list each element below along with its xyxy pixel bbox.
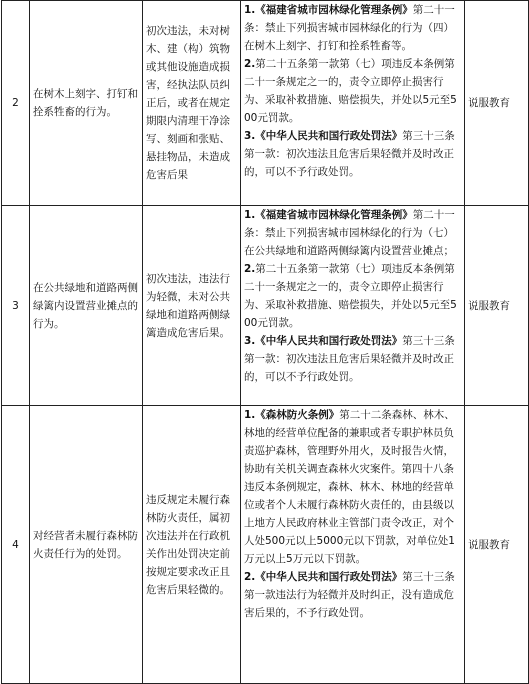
law-title: 《中华人民共和国行政处罚法》 bbox=[255, 571, 403, 583]
legal-basis bbox=[241, 406, 465, 684]
legal-basis-item bbox=[244, 206, 461, 260]
legal-basis-item bbox=[244, 260, 461, 332]
legal-basis-item bbox=[244, 568, 461, 622]
exemption-condition: 初次违法，未对树木、建（构）筑物或其他设施造成损害，经执法队员纠正后，或者在规定期限内清理干净涂写、刻画和张贴、悬挂物品，未造成危害后果 bbox=[143, 1, 241, 206]
enforcement-measure: 说服教育 bbox=[465, 1, 529, 206]
law-title: 《福建省城市园林绿化管理条例》 bbox=[255, 209, 413, 221]
legal-basis bbox=[241, 1, 465, 206]
table-row bbox=[2, 406, 529, 684]
violation-behavior: 对经营者未履行森林防火责任行为的处罚。 bbox=[30, 406, 143, 684]
exemption-condition: 违反规定未履行森林防火责任，属初次违法并在行政机关作出处罚决定前按规定要求改正且危害后果轻微的。 bbox=[143, 406, 241, 684]
table-row bbox=[2, 206, 529, 406]
exemption-condition: 初次违法，违法行为轻微，未对公共绿地和道路两侧绿篱造成危害后果。 bbox=[143, 206, 241, 406]
law-text: 第三十三条第一款：初次违法且危害后果轻微并及时改正的，可以不予行政处罚。 bbox=[244, 130, 455, 178]
law-text: 第二十五条第一款第（七）项违反本条例第二十一条规定之一的，责令立即停止损害行为、采取补救措施、赔偿损失，并处以5元至500元罚款。 bbox=[244, 58, 457, 124]
row-number: 3 bbox=[2, 206, 30, 406]
violation-behavior: 在树木上刻字、打钉和拴系牲畜的行为。 bbox=[30, 1, 143, 206]
item-number: 1. bbox=[244, 209, 256, 221]
item-number: 2. bbox=[244, 58, 256, 70]
law-text: 第二十五条第一款第（七）项违反本条例第二十一条规定之一的，责令立即停止损害行为、采取补救措施、赔偿损失，并处以5元至500元罚款。 bbox=[244, 263, 457, 329]
item-number: 1. bbox=[244, 409, 256, 421]
violation-behavior: 在公共绿地和道路两侧绿篱内设置营业摊点的行为。 bbox=[30, 206, 143, 406]
legal-basis-item bbox=[244, 332, 461, 386]
legal-basis bbox=[241, 206, 465, 406]
item-number: 2. bbox=[244, 571, 256, 583]
legal-basis-item bbox=[244, 127, 461, 181]
law-text: 第三十三条第一款违法行为轻微并及时纠正，没有造成危害后果的，不予行政处罚。 bbox=[244, 571, 455, 619]
item-number: 3. bbox=[244, 130, 256, 142]
item-number: 3. bbox=[244, 335, 256, 347]
enforcement-measure: 说服教育 bbox=[465, 206, 529, 406]
law-title: 《福建省城市园林绿化管理条例》 bbox=[255, 4, 413, 16]
legal-basis-item bbox=[244, 1, 461, 55]
law-text: 第二十一条：禁止下列损害城市园林绿化的行为（七）在公共绿地和道路两侧绿篱内设置营业摊点； bbox=[244, 209, 455, 257]
law-title: 《中华人民共和国行政处罚法》 bbox=[255, 335, 403, 347]
law-title: 《森林防火条例》 bbox=[255, 409, 340, 421]
law-text: 第二十二条森林、林木、林地的经营单位配备的兼职或者专职护林员负责巡护森林，管理野外用火，及时报告火情，协助有关机关调查森林火灾案件。第四十八条违反本条例规定，森林、林木、林地的经营单位或者个人未履行森林防火责任的，由县级以上地方人民政府林业主管部门责令改正，对个人处500元以上5000元以下罚款，对单位处1万元以上5万元以下罚款。 bbox=[244, 409, 455, 565]
row-number: 2 bbox=[2, 1, 30, 206]
row-number: 4 bbox=[2, 406, 30, 684]
law-title: 《中华人民共和国行政处罚法》 bbox=[255, 130, 403, 142]
law-text: 第二十一条：禁止下列损害城市园林绿化的行为（四）在树木上刻字、打钉和拴系牲畜等。 bbox=[244, 4, 455, 52]
law-text: 第三十三条第一款：初次违法且危害后果轻微并及时改正的，可以不予行政处罚。 bbox=[244, 335, 455, 383]
table-row bbox=[2, 1, 529, 206]
legal-basis-item bbox=[244, 55, 461, 127]
item-number: 2. bbox=[244, 263, 256, 275]
item-number: 1. bbox=[244, 4, 256, 16]
exemption-list-table bbox=[1, 0, 529, 684]
enforcement-measure: 说服教育 bbox=[465, 406, 529, 684]
legal-basis-item bbox=[244, 406, 461, 568]
